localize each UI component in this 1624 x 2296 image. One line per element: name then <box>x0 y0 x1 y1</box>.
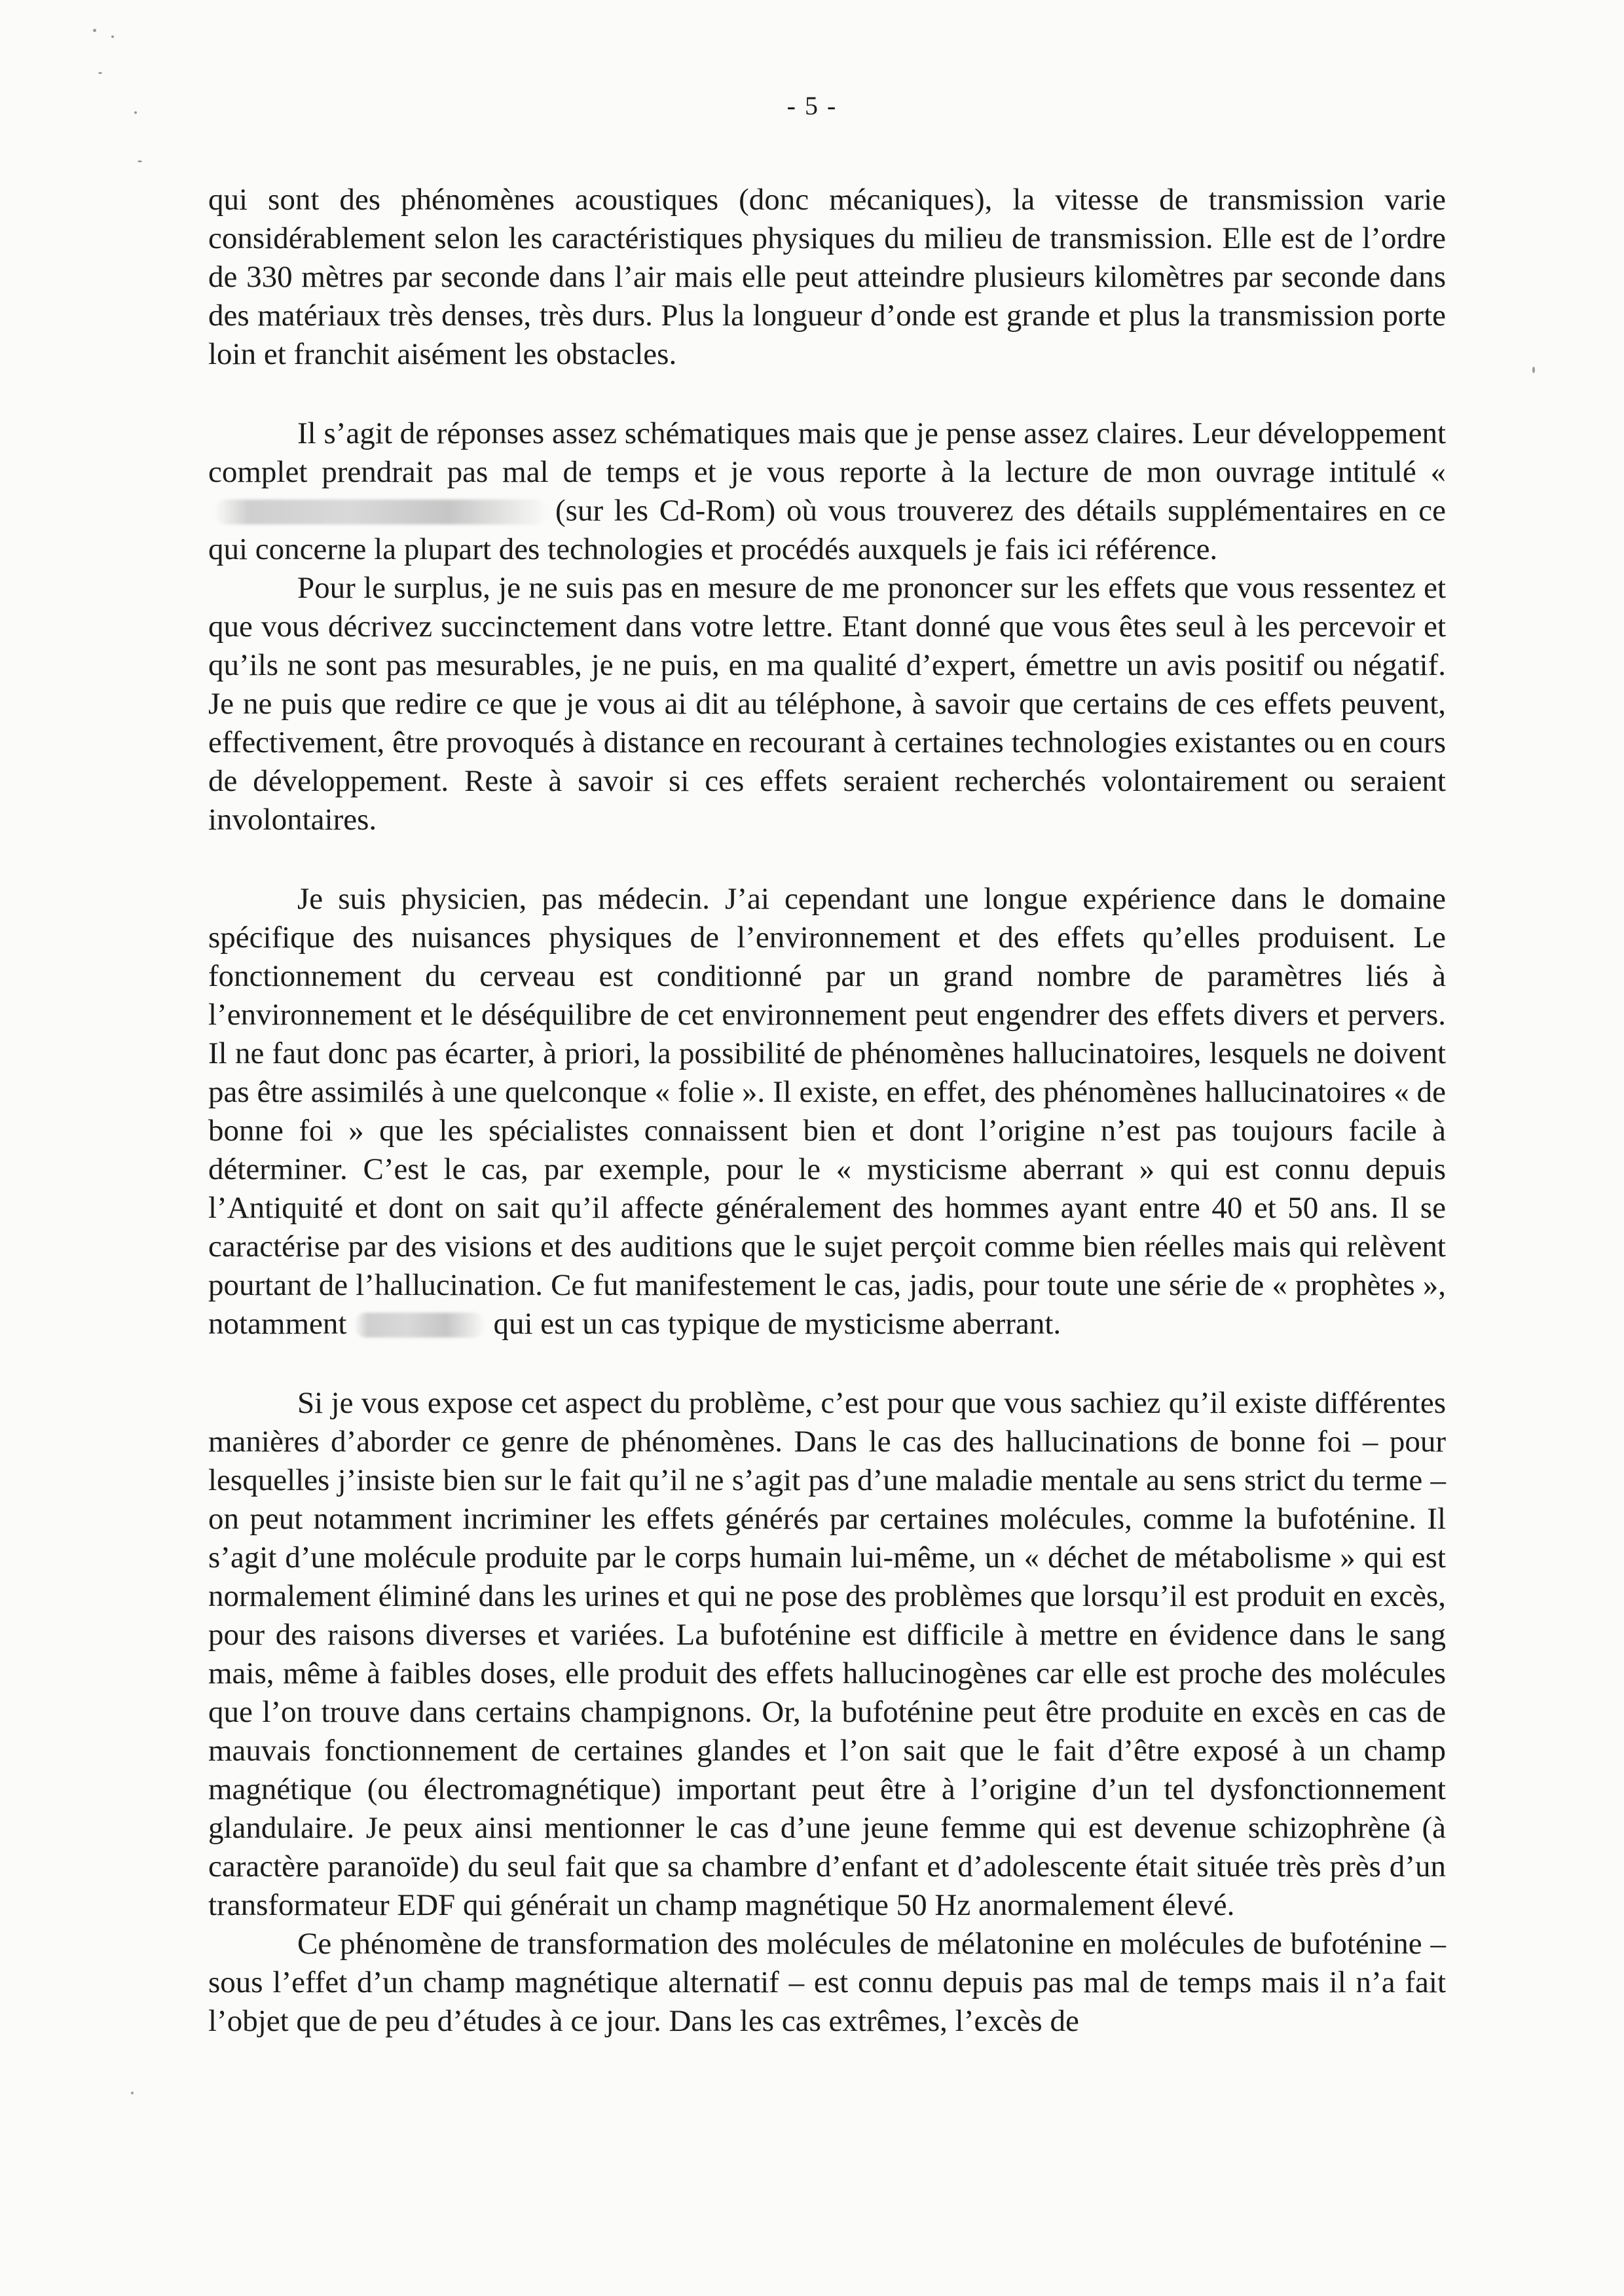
page-number: - 5 - <box>786 91 838 120</box>
paragraph-text-continued: (sur les Cd-Rom) où vous trouverez des détails supplémentaires en ce qui concerne la plupart des technologies et procédés auxquels je fais ici référence. <box>208 494 1446 566</box>
paragraph-text: Il s’agit de réponses assez schématiques mais que je pense assez claires. Leur développement complet prendrait pas mal de temps et je vous reporte à la lecture de mon ouvrage intitulé « <box>208 416 1447 489</box>
paragraph-text: Ce phénomène de transformation des molécules de mélatonine en molécules de bufoténine – sous l’effet d’un champ magnétique alternatif – est connu depuis pas mal de temps mais il n’a fait l’objet que de peu d’études à ce jour. Dans les cas extrêmes, l’excès de <box>208 1927 1446 2038</box>
paragraph-text-continued: qui est un cas typique de mysticisme aberrant. <box>493 1307 1061 1341</box>
paragraph-surplus <box>208 569 1446 839</box>
scan-speck <box>138 160 142 162</box>
scan-speck <box>93 29 96 32</box>
letter-body <box>208 181 1446 2041</box>
paragraph-physicist <box>208 880 1446 1343</box>
paragraph-sound-transmission <box>208 181 1446 374</box>
redacted-book-title <box>215 500 549 524</box>
scan-speck <box>131 2092 134 2094</box>
paragraph-text: qui sont des phénomènes acoustiques (donc mécaniques), la vitesse de transmission varie considérablement selon les caractéristiques physiques du milieu de transmission. Elle est de l’ordre de 330 mètres par seconde dans l’air mais elle peut atteindre plusieurs kilomètres par seconde dans des matériaux très denses, très durs. Plus la longueur d’onde est grande et plus la transmission porte loin et franchit aisément les obstacles. <box>208 183 1446 371</box>
paragraph-schematic-answers <box>208 414 1446 569</box>
scan-speck <box>1532 367 1535 373</box>
paragraph-melatonin <box>208 1925 1446 2041</box>
paragraph-text: Je suis physicien, pas médecin. J’ai cependant une longue expérience dans le domaine spécifique des nuisances physiques de l’environnement et des effets qu’elles produisent. Le fonctionnement du cerveau est conditionné par un grand nombre de paramètres liés à l’environnement et le déséquilibre de cet environnement peut engendrer des effets divers et pervers. Il ne faut donc pas écarter, à priori, la possibilité de phénomènes hallucinatoires, lesquels ne doivent pas être assimilés à une quelconque « folie ». Il existe, en effet, des phénomènes hallucinatoires « de bonne foi » que les spécialistes connaissent bien et dont l’origine n’est pas toujours facile à déterminer. C’est le cas, par exemple, pour le « mysticisme aberrant » qui est connu depuis l’Antiquité et dont on sait qu’il affecte généralement des hommes ayant entre 40 et 50 ans. Il se caractérise par des visions et des auditions que le sujet perçoit comme bien réelles mais qui relèvent pourtant de l’hallucination. Ce fut manifestement le cas, jadis, pour toute une série de « prophètes », notamment <box>208 882 1446 1341</box>
redacted-name <box>354 1313 485 1338</box>
paragraph-text: Pour le surplus, je ne suis pas en mesure de me prononcer sur les effets que vous ressentez et que vous décrivez succinctement dans votre lettre. Etant donné que vous êtes seul à les percevoir et qu’ils ne sont pas mesurables, je ne puis, en ma qualité d’expert, émettre un avis positif ou négatif. Je ne puis que redire ce que je vous ai dit au téléphone, à savoir que certains de ces effets peuvent, effectivement, être provoqués à distance en recourant à certaines technologies existantes ou en cours de développement. Reste à savoir si ces effets seraient recherchés volontairement ou seraient involontaires. <box>208 571 1446 837</box>
scan-speck <box>134 111 137 114</box>
paragraph-bufotenine <box>208 1384 1446 1925</box>
scan-speck <box>111 35 114 38</box>
scan-speck <box>98 72 102 74</box>
paragraph-text: Si je vous expose cet aspect du problème, c’est pour que vous sachiez qu’il existe différentes manières d’aborder ce genre de phénomènes. Dans le cas des hallucinations de bonne foi – pour lesquelles j’insiste bien sur le fait qu’il ne s’agit pas d’une maladie mentale au sens strict du terme – on peut notamment incriminer les effets générés par certaines molécules, comme la bufoténine. Il s’agit d’une molécule produite par le corps humain lui-même, un « déchet de métabolisme » qui est normalement éliminé dans les urines et qui ne pose des problèmes que lorsqu’il est produit en excès, pour des raisons diverses et variées. La bufoténine est difficile à mettre en évidence dans le sang mais, même à faibles doses, elle produit des effets hallucinogènes car elle est proche des molécules que l’on trouve dans certains champignons. Or, la bufoténine peut être produite en excès en cas de mauvais fonctionnement de certaines glandes et l’on sait que le fait d’être exposé à un champ magnétique (ou électromagnétique) important peut être à l’origine d’un tel dysfonctionnement glandulaire. Je peux ainsi mentionner le cas d’une jeune femme qui est devenue schizophrène (à caractère paranoïde) du seul fait que sa chambre d’enfant et d’adolescente était située très près d’un transformateur EDF qui générait un champ magnétique 50 Hz anormalement élevé. <box>208 1386 1446 1922</box>
